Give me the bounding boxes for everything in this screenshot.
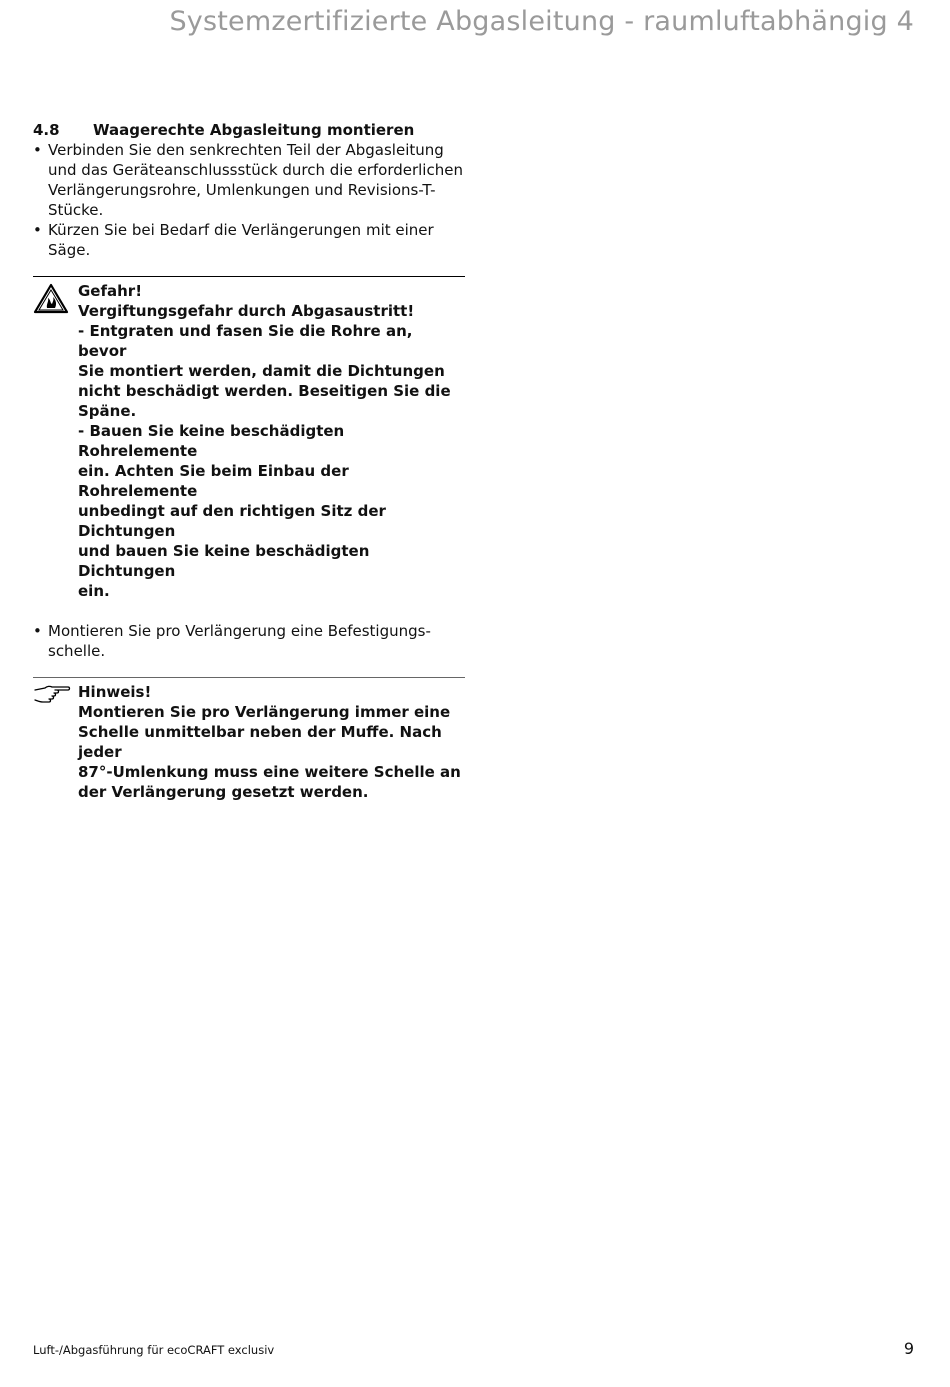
danger-line: und bauen Sie keine beschädigten Dichtungen [78,542,370,580]
section-number: 4.8 [33,121,60,139]
list-item-line: Stücke. [48,201,104,219]
bullet-icon: • [33,221,42,239]
danger-label: Gefahr! [78,282,143,300]
bullet-icon: • [33,141,42,159]
note-label: Hinweis! [78,683,152,701]
danger-line: Späne. [78,402,137,420]
note-text [78,682,465,802]
list-item [33,220,465,260]
warning-triangle-icon [33,283,69,318]
list-item [33,621,465,661]
section-heading [33,120,465,140]
instruction-list-2 [33,621,465,661]
danger-line: ein. [78,582,110,600]
danger-notice [33,276,465,601]
page-header-title: Systemzertifizierte Abgasleitung - raumluftabhängig 4 [169,6,914,37]
list-item-line: schelle. [48,642,106,660]
danger-line: nicht beschädigt werden. Beseitigen Sie die [78,382,451,400]
list-item-line: Montieren Sie pro Verlängerung eine Befestigungs- [48,622,431,640]
note-line: Montieren Sie pro Verlängerung immer eine [78,703,451,721]
list-item-line: Verlängerungsrohre, Umlenkungen und Revisions-T- [48,181,436,199]
spacer [33,601,465,621]
danger-line: Sie montiert werden, damit die Dichtungen [78,362,445,380]
danger-line: ein. Achten Sie beim Einbau der Rohrelemente [78,462,349,500]
list-item-line: Kürzen Sie bei Bedarf die Verlängerungen mit einer [48,221,434,239]
instruction-list [33,140,465,260]
danger-line: unbedingt auf den richtigen Sitz der Dichtungen [78,502,386,540]
danger-line: - Bauen Sie keine beschädigten Rohrelemente [78,422,345,460]
section-title: Waagerechte Abgasleitung montieren [93,121,415,139]
bullet-icon: • [33,622,42,640]
danger-line: - Entgraten und fasen Sie die Rohre an, bevor [78,322,413,360]
note-line: Schelle unmittelbar neben der Muffe. Nach jeder [78,723,442,761]
danger-text [78,281,465,601]
note-notice [33,677,465,802]
list-item-line: Säge. [48,241,91,259]
page-number: 9 [903,1339,914,1358]
list-item [33,140,465,220]
list-item-line: Verbinden Sie den senkrechten Teil der Abgasleitung [48,141,444,159]
footer-text: Luft-/Abgasführung für ecoCRAFT exclusiv [33,1343,275,1357]
note-line: der Verlängerung gesetzt werden. [78,783,369,801]
main-content [33,120,465,802]
note-line: 87°-Umlenkung muss eine weitere Schelle an [78,763,461,781]
list-item-line: und das Geräteanschlussstück durch die erforderlichen [48,161,463,179]
danger-subtitle: Vergiftungsgefahr durch Abgasaustritt! [78,302,415,320]
pointing-hand-icon [33,684,71,710]
